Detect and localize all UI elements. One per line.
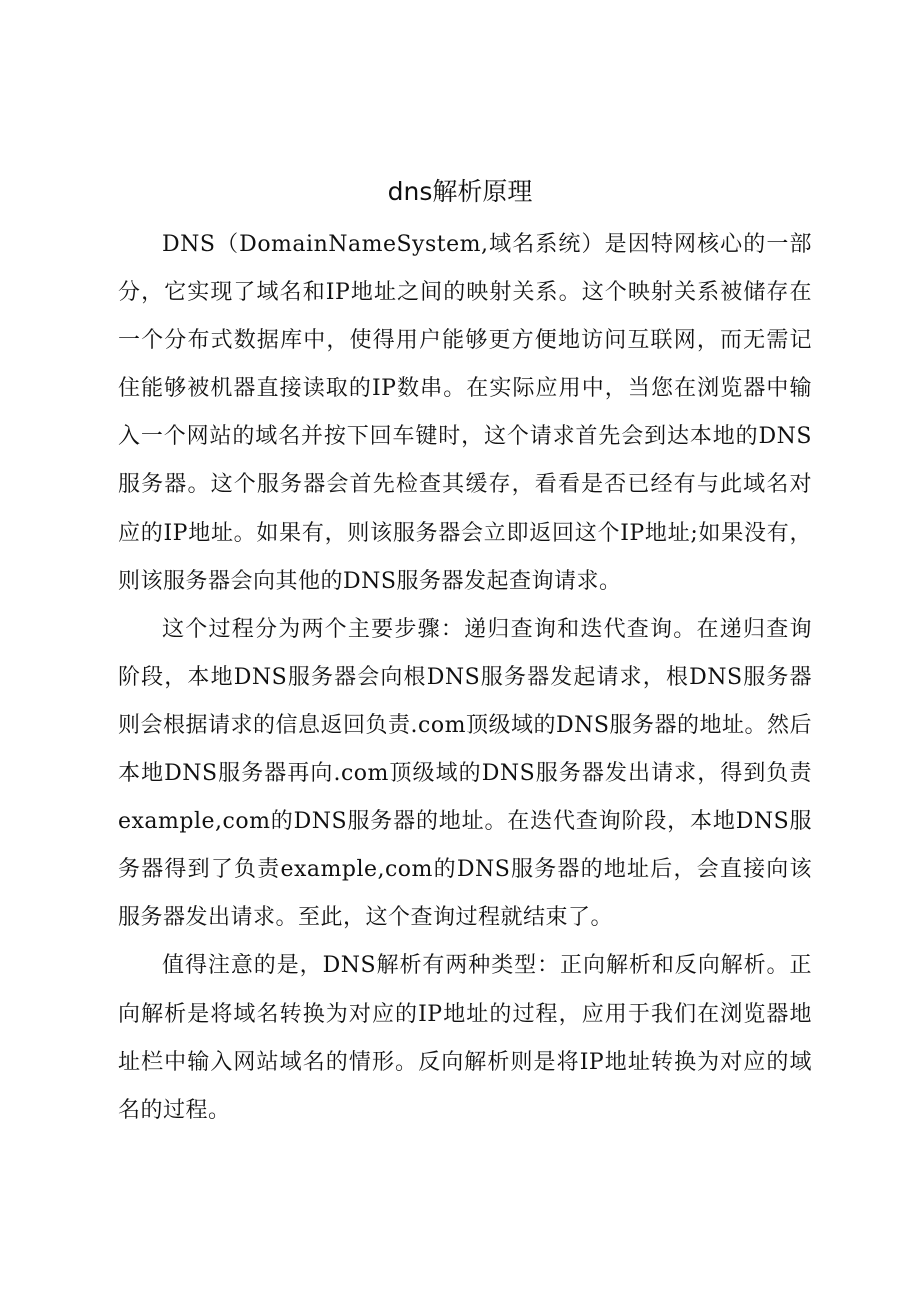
document-body <box>118 221 812 1135</box>
paragraph-query-steps: 这个过程分为两个主要步骤：递归查询和迭代查询。在递归查询阶段，本地DNS服务器会向根DNS服务器发起请求，根DNS服务器则会根据请求的信息返回负责.com顶级域的DNS服务器的地址。然后本地DNS服务器再向.com顶级域的DNS服务器发出请求，得到负责example,com的DNS服务器的地址。在迭代查询阶段，本地DNS服务器得到了负责example,com的DNS服务器的地址后，会直接向该服务器发出请求。至此，这个查询过程就结束了。 <box>118 616 812 931</box>
document-title: dns解析原理 <box>387 177 533 206</box>
paragraph-resolution-types: 值得注意的是，DNS解析有两种类型：正向解析和反向解析。正向解析是将域名转换为对应的IP地址的过程，应用于我们在浏览器地址栏中输入网站域名的情形。反向解析则是将IP地址转换为对应的域名的过程。 <box>118 953 812 1123</box>
paragraph-dns-overview: DNS（DomainNameSystem,域名系统）是因特网核心的一部分，它实现了域名和IP地址之间的映射关系。这个映射关系被储存在一个分布式数据库中，使得用户能够更方便地访问互联网，而无需记住能够被机器直接读取的IP数串。在实际应用中，当您在浏览器中输入一个网站的域名并按下回车键时，这个请求首先会到达本地的DNS服务器。这个服务器会首先检查其缓存，看看是否已经有与此域名对应的IP地址。如果有，则该服务器会立即返回这个IP地址;如果没有，则该服务器会向其他的DNS服务器发起查询请求。 <box>118 232 812 594</box>
